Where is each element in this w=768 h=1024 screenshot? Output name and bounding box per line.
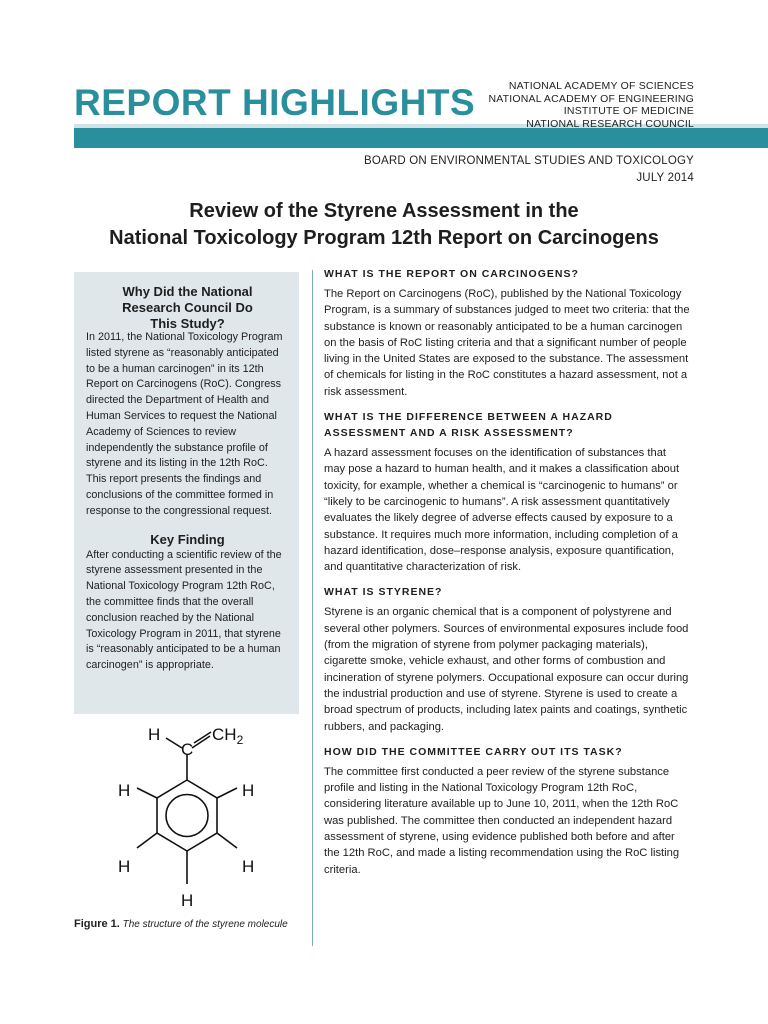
header-band xyxy=(74,128,768,148)
org-nrc: NATIONAL RESEARCH COUNCIL xyxy=(526,117,694,130)
org-iom: INSTITUTE OF MEDICINE xyxy=(563,105,694,117)
section-text-roc: The Report on Carcinogens (RoC), published by the National Toxicology Program, is a summary of substances judged to meet two criteria: that the substance is known or reasonably anticipated to be a human carcinogen on the basis of RoC listing criteria and that a significant number of people living in the United States are exposed to the substance. The assessment of chemicals for listing in the RoC constitutes a hazard assessment, not a risk assessment. xyxy=(324,288,690,398)
document-title-line2: National Toxicology Program 12th Report on Carcinogens xyxy=(109,227,659,249)
why-text: In 2011, the National Toxicology Program listed styrene as “reasonably anticipated to be a human carcinogen” in its 12th Report on Carcinogens (RoC). Congress directed the Department of Health and Human Services to request the National Academy of Sciences to review independently the substance profile of styrene and its listing in the 12th RoC. This report presents the findings and conclusions of the committee formed in response to the congressional request. xyxy=(86,331,283,517)
section-heading-hazard-vs-risk: WHAT IS THE DIFFERENCE BETWEEN A HAZARD ASSESSMENT AND A RISK ASSESSMENT? xyxy=(324,411,613,440)
board-info xyxy=(364,153,694,187)
section-heading-styrene: WHAT IS STYRENE? xyxy=(324,586,443,599)
section-text-styrene: Styrene is an organic chemical that is a component of polystyrene and several other polymers. Sources of environmental exposures include food (from the migration of styrene from polymer packaging materials), cigarette smoke, vehicle exhaust, and other forms of combustion and incineration of styrene polymers. Occupational exposure can occur during the industrial production and use of styrene. Styrene is used to create a broad spectrum of products, including latex paints and coatings, synthetic rubbers, and packaging. xyxy=(324,606,689,733)
styrene-structure-figure xyxy=(74,718,299,918)
atom-h-top: H xyxy=(148,725,161,744)
section-text-committee-task: The committee first conducted a peer review of the styrene substance profile and listing in the National Toxicology Program 12th RoC, considering literature available up to June 10, 2011, when the 12th RoC was published. The committee then conducted an independent hazard assessment of styrene, using evidence published both before and after the 12th RoC, and made a listing recommendation using the RoC listing criteria. xyxy=(324,765,680,876)
document-title-line1: Review of the Styrene Assessment in the xyxy=(189,200,579,222)
key-finding-heading: Key Finding xyxy=(150,531,225,547)
section-heading-committee-task: HOW DID THE COMMITTEE CARRY OUT ITS TASK? xyxy=(324,745,623,758)
organization-list xyxy=(488,80,694,130)
report-highlights-title: REPORT HIGHLIGHTS xyxy=(74,82,476,123)
main-column xyxy=(324,266,690,887)
column-divider xyxy=(312,270,313,946)
figure-caption-label: Figure 1. xyxy=(74,918,120,930)
atom-c: C xyxy=(181,740,194,759)
figure-caption xyxy=(74,916,304,933)
section-text-hazard-vs-risk: A hazard assessment focuses on the identification of substances that may pose a hazard to human health, and it makes a classification about toxicity, for example, whether a chemical is “carcinogenic to humans” or “likely to be carcinogenic to humans”. A risk assessment quantitatively evaluates the likely degree of adverse effects caused by exposure to a substance. It requires much more information, including completion of a hazard identification, dose–response analysis, exposure quantification, and quantitative characterization of risk. xyxy=(324,447,680,574)
atom-h-bottom-right: H xyxy=(242,857,255,876)
document-title xyxy=(0,198,768,252)
atom-h-left: H xyxy=(118,781,131,800)
atom-ch2: CH xyxy=(212,725,237,744)
report-date: JULY 2014 xyxy=(636,172,694,184)
atom-h-bottom: H xyxy=(181,891,194,910)
org-nas: NATIONAL ACADEMY OF SCIENCES xyxy=(508,80,694,92)
why-heading: Why Did the National Research Council Do This Study? xyxy=(122,284,253,331)
board-name: BOARD ON ENVIRONMENTAL STUDIES AND TOXICOLOGY xyxy=(364,155,694,167)
section-heading-roc: WHAT IS THE REPORT ON CARCINOGENS? xyxy=(324,268,579,280)
atom-ch2-subscript: 2 xyxy=(236,733,244,747)
figure-caption-text: The structure of the styrene molecule xyxy=(122,919,288,930)
atom-h-bottom-left: H xyxy=(118,857,131,876)
atom-h-right: H xyxy=(242,781,255,800)
key-finding-text: After conducting a scientific review of the styrene assessment presented in the National Toxicology Program 12th RoC, the committee finds that the overall conclusion reached by the National Toxicology Program in 2011, that styrene is “reasonably anticipated to be a human carcinogen” is appropriate. xyxy=(86,548,282,672)
org-nae: NATIONAL ACADEMY OF ENGINEERING xyxy=(488,92,694,105)
svg-text:CH2 xyxy=(212,725,244,747)
sidebar-box xyxy=(74,272,299,714)
